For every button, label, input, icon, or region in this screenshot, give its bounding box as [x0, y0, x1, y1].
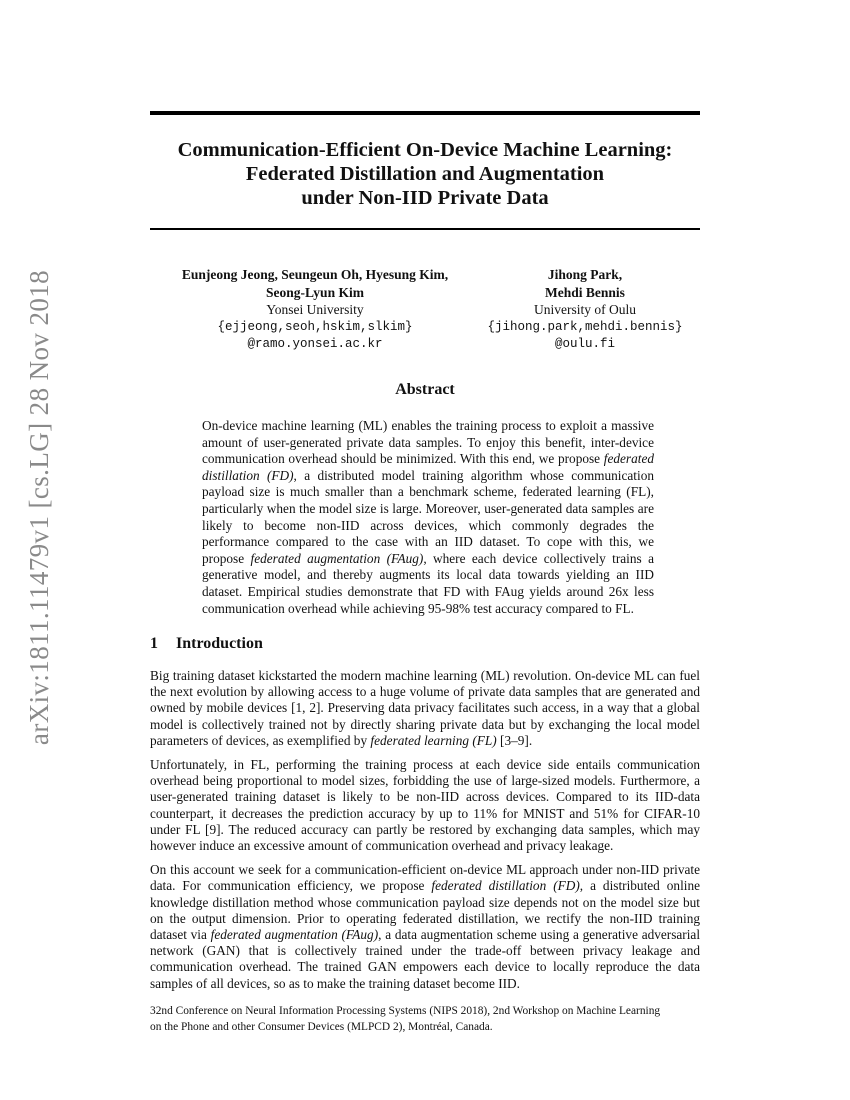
abstract-heading: Abstract — [395, 381, 455, 398]
intro-text: [3–9]. — [496, 732, 533, 748]
author-names-line-2: Seong-Lyun Kim — [266, 284, 364, 300]
title-line-2: Federated Distillation and Augmentation — [245, 163, 605, 185]
title-line-1: Communication-Efficient On-Device Machine Learning: — [177, 139, 673, 161]
abstract-text: , a distributed model training algorithm whose communication payload size is much smaller than a benchmark scheme, federated learning (FL), particularly when the model size is large. Moreover, user-generated data samples are likely to become non-IID across devices, which commonly degrades the performance compared to the case with an IID dataset. To cope with this, we propose — [202, 467, 654, 566]
author-names-line-1: Jihong Park, — [547, 267, 623, 282]
abstract-body — [202, 418, 654, 617]
author-block-yonsei — [150, 266, 480, 354]
intro-paragraph-1 — [150, 668, 700, 749]
author-affiliation: Yonsei University — [266, 302, 364, 317]
author-names-line-1: Eunjeong Jeong, Seungeun Oh, Hyesung Kim, — [181, 267, 449, 282]
abstract-paragraph — [202, 418, 654, 617]
conference-footnote — [150, 1004, 705, 1035]
author-email-line-1: {ejjeong,seoh,hskim,slkim} — [217, 319, 413, 334]
author-block-oulu — [470, 266, 700, 354]
intro-emphasis: federated learning (FL) — [370, 732, 497, 748]
intro-paragraph-2: Unfortunately, in FL, performing the training process at each device side entails communication overhead being proportional to model sizes, forbidding the use of large-sized models. Furthermore, a user-generated training dataset is likely to be non-IID across devices. Compared to its IID-data counterpart, it decreases the prediction accuracy by up to 11% for MNIST and 51% for CIFAR-10 under FL [9]. The reduced accuracy can partly be restored by exchanging data samples, which may however induce an excessive amount of communication overhead and privacy leakage. — [150, 757, 700, 854]
section-heading-introduction — [150, 635, 263, 653]
paper-title — [150, 138, 700, 210]
footnote-line-2: on the Phone and other Consumer Devices (MLPCD 2), Montréal, Canada. — [150, 1020, 493, 1033]
introduction-body — [150, 668, 700, 1000]
arxiv-identifier — [20, 269, 60, 745]
author-affiliation: University of Oulu — [534, 302, 636, 317]
section-title: Introduction — [176, 635, 263, 652]
section-number: 1 — [150, 635, 158, 652]
abstract-text: On-device machine learning (ML) enables the training process to exploit a massive amount of user-generated private data samples. To enjoy this benefit, inter-device communication overhead should be minimized. With this end, we propose — [202, 418, 654, 467]
author-names-line-2: Mehdi Bennis — [545, 284, 625, 300]
author-email-line-1: {jihong.park,mehdi.bennis} — [487, 319, 683, 334]
title-bottom-rule — [150, 228, 700, 230]
abstract-text: , where each device collectively trains a generative model, and thereby augments its local data towards yielding an IID dataset. Empirical studies demonstrate that FD with FAug yields around 26x less communication overhead while achieving 95-98% test accuracy compared to FL. — [202, 550, 654, 616]
abstract-emphasis: federated augmentation (FAug) — [250, 550, 424, 566]
title-top-rule — [150, 111, 700, 115]
intro-emphasis: federated distillation (FD) — [431, 878, 580, 894]
author-email-line-2: @oulu.fi — [554, 337, 615, 351]
arxiv-identifier-text: arXiv:1811.11479v1 [cs.LG] 28 Nov 2018 — [24, 269, 55, 745]
footnote-line-1: 32nd Conference on Neural Information Processing Systems (NIPS 2018), 2nd Workshop on Machine Learning — [150, 1005, 661, 1017]
intro-text: Big training dataset kickstarted the modern machine learning (ML) revolution. On-device ML can fuel the next evolution by allowing access to a huge volume of private data samples that are generated and owned by mobile devices [1, 2]. Preserving data privacy facilitates such access, in a way that a global model is collectively trained not by directly sharing private data but by exchanging the local model parameters of devices, as exemplified by — [150, 668, 700, 748]
intro-text: , a distributed online knowledge distillation method whose communication payload size depends not on the model size but on the output dimension. Prior to operating federated distillation, we rectify the non-IID training dataset via — [150, 878, 701, 943]
intro-text: On this account we seek for a communication-efficient on-device ML approach under non-IID private data. For communication efficiency, we propose — [150, 862, 700, 894]
intro-emphasis: federated augmentation (FAug) — [210, 927, 379, 943]
title-line-3: under Non-IID Private Data — [301, 187, 549, 209]
abstract-emphasis: federated distillation (FD) — [202, 451, 654, 483]
intro-text: , a data augmentation scheme using a generative adversarial network (GAN) that is collectively trained under the trade-off between privacy leakage and communication overhead. The trained GAN empowers each device to locally reproduce the data samples of all devices, so as to make the training dataset become IID. — [150, 927, 701, 991]
intro-paragraph-3 — [150, 862, 700, 992]
author-email-line-2: @ramo.yonsei.ac.kr — [247, 337, 383, 351]
